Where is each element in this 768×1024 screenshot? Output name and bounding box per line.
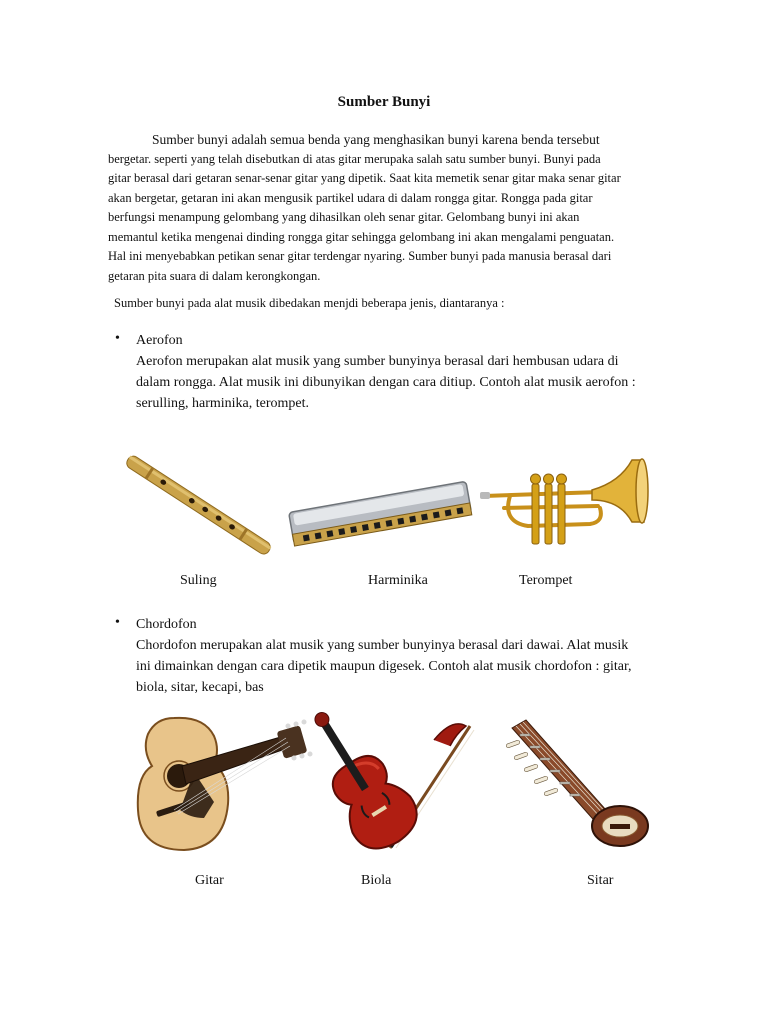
harmonika-image: [284, 482, 484, 544]
section-line: Chordofon merupakan alat musik yang sumber bunyinya berasal dari dawai. Alat musik: [136, 638, 629, 653]
paragraph-line: gitar berasal dari getaran senar-senar gitar yang dipetik. Saat kita memetik senar gitar maka senar gitar: [108, 171, 621, 185]
bullet-aerofon: •: [115, 331, 120, 346]
page-title: Sumber Bunyi: [337, 94, 431, 110]
terompet-image: [480, 452, 652, 562]
paragraph-line: berfungsi menampung gelombang yang dihasilkan oleh senar gitar. Gelombang bunyi ini akan: [108, 210, 580, 224]
paragraph-line: akan bergetar, getaran ini akan mengusik partikel udara di dalam rongga gitar. Rongga pada gitar: [108, 190, 593, 205]
caption-harmonika: Harminika: [368, 573, 428, 588]
paragraph-line: bergetar. seperti yang telah disebutkan di atas gitar merupaka salah satu sumber bunyi. Bunyi pada: [108, 151, 601, 166]
paragraph-line: Hal ini menyebabkan petikan senar gitar terdengar nyaring. Sumber bunyi pada manusia berasal dari: [108, 249, 612, 263]
sitar-image: [506, 716, 652, 848]
caption-biola: Biola: [361, 873, 392, 888]
paragraph-line: memantul ketika mengenai dinding rongga gitar sehingga gelombang ini akan mengalami penguatan.: [108, 229, 615, 244]
caption-suling: Suling: [180, 573, 217, 588]
section-line: Aerofon merupakan alat musik yang sumber bunyinya berasal dari hembusan udara di: [136, 354, 619, 369]
section-line: serulling, harminika, terompet.: [136, 396, 310, 411]
caption-terompet: Terompet: [519, 573, 573, 588]
section-heading: Aerofon: [136, 333, 183, 348]
section-heading: Chordofon: [136, 617, 197, 632]
suling-image: [124, 452, 279, 562]
paragraph-intro: [108, 130, 674, 286]
caption-sitar: Sitar: [587, 873, 614, 888]
biola-image: [306, 716, 482, 852]
section-aerofon: [136, 330, 696, 414]
section-line: dalam rongga. Alat musik ini dibunyikan dengan cara ditiup. Contoh alat musik aerofon :: [136, 375, 636, 390]
section-chordofon: [136, 614, 696, 698]
paragraph-line: getaran pita suara di dalam kerongkongan.: [108, 268, 321, 283]
caption-gitar: Gitar: [195, 873, 224, 888]
section-line: ini dimainkan dengan cara dipetik maupun digesek. Contoh alat musik chordofon : gitar,: [136, 659, 632, 674]
types-intro: Sumber bunyi pada alat musik dibedakan menjdi beberapa jenis, diantaranya :: [114, 296, 505, 310]
gitar-image: [134, 714, 310, 854]
paragraph-line: Sumber bunyi adalah semua benda yang menghasikan bunyi karena benda tersebut: [152, 132, 600, 147]
bullet-chordofon: •: [115, 615, 120, 630]
section-line: biola, sitar, kecapi, bas: [136, 680, 264, 695]
